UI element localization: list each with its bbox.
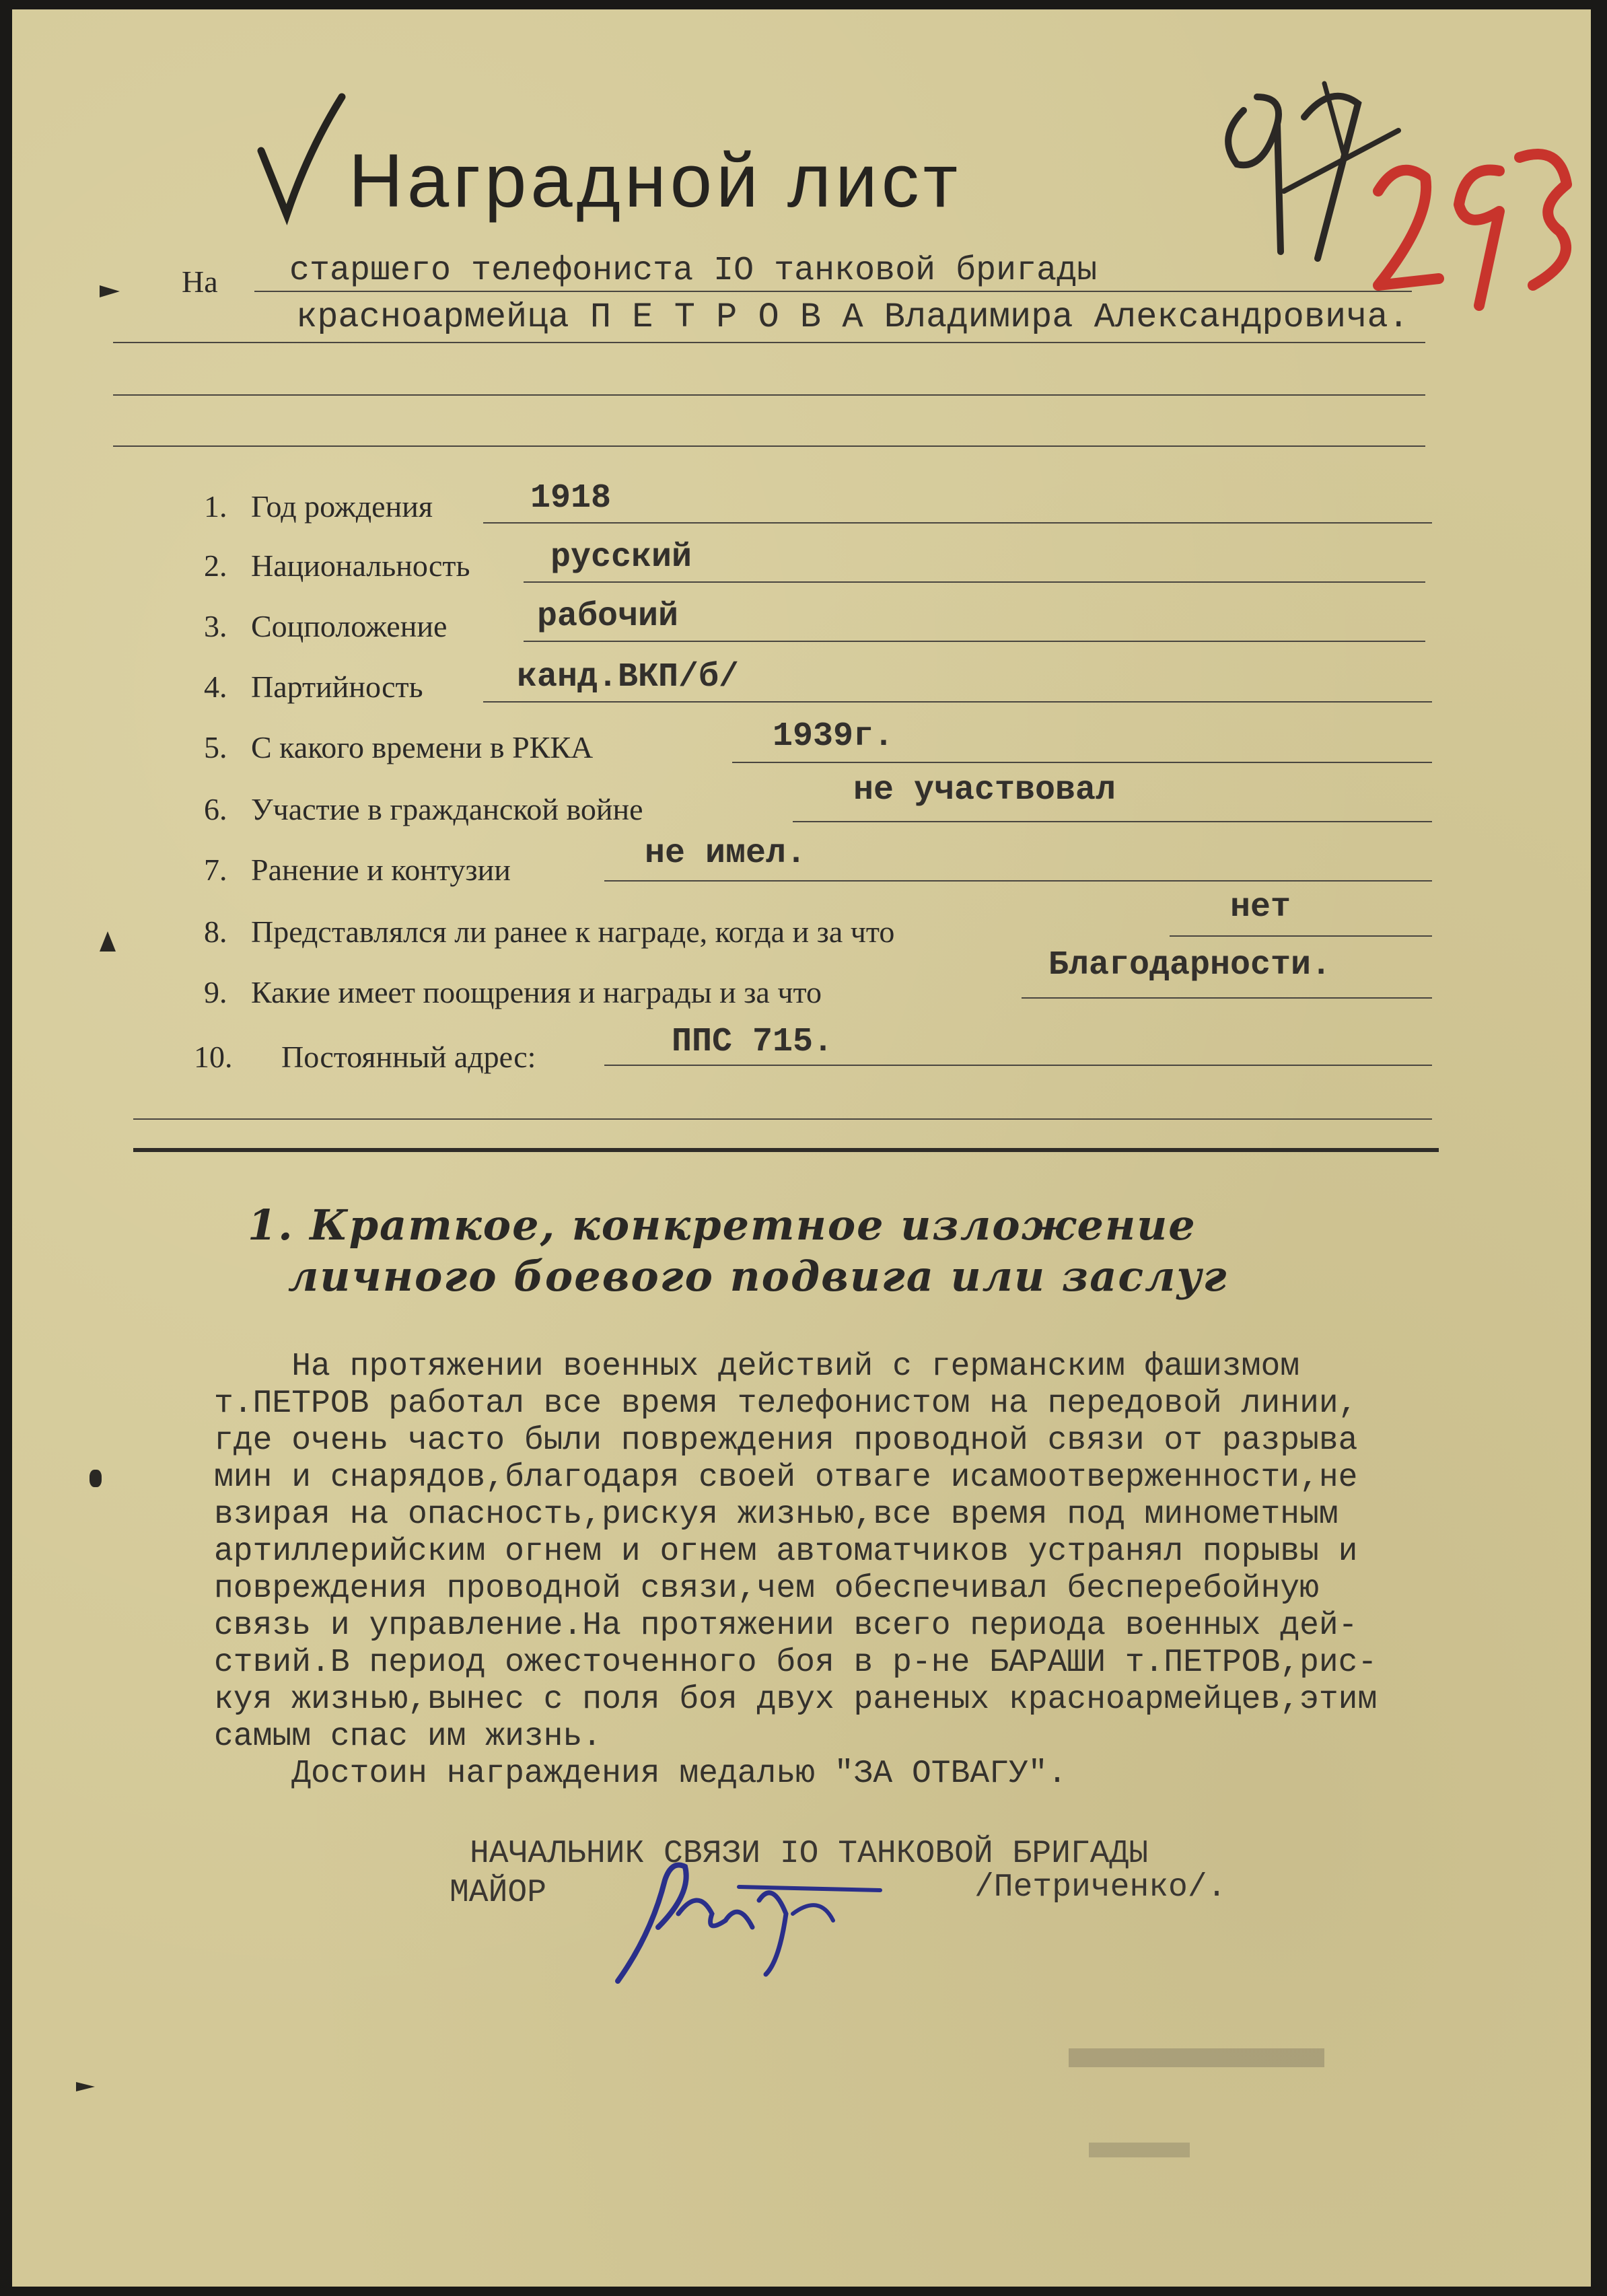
field-number: 1. [204, 489, 227, 524]
field-number: 7. [204, 853, 227, 887]
narrative-line: самым спас им жизнь. [214, 1719, 602, 1755]
underline [524, 641, 1425, 642]
addressee-line-1: старшего телефониста IO танковой бригады [289, 252, 1098, 290]
field-value: 1939г. [773, 717, 894, 756]
field-number: 9. [204, 975, 227, 1009]
field-value: нет [1230, 888, 1291, 927]
red-number-icon [1365, 131, 1587, 326]
field-number: 5. [204, 730, 227, 764]
field-label: Участие в гражданской войне [251, 792, 643, 826]
page-title: Наградной лист [349, 139, 962, 223]
narrative-line: связь и управление.На протяжении всего периода военных дей- [214, 1608, 1358, 1644]
underline [113, 394, 1425, 396]
field-value: 1918 [530, 479, 612, 517]
field-label: Партийность [251, 670, 423, 704]
field-value: канд.ВКП/б/ [517, 658, 740, 696]
section-heading-line-1: 1. Краткое, конкретное изложение [248, 1200, 1197, 1250]
field-number: 6. [204, 792, 227, 826]
narrative-line: взирая на опасность,рискуя жизнью,все время под минометным [214, 1497, 1338, 1533]
field-value: ППС 715. [672, 1023, 834, 1061]
underline [604, 1065, 1432, 1066]
narrative-line: артиллерийским огнем и огнем автоматчиков устранял порывы и [214, 1534, 1358, 1570]
narrative-line: повреждения проводной связи,чем обеспечивал бесперебойную [214, 1571, 1319, 1607]
narrative-line: ствий.В период ожесточенного боя в р-не БАРАШИ т.ПЕТРОВ,рис- [214, 1645, 1378, 1681]
field-number: 10. [194, 1040, 233, 1074]
narrative-text [214, 1349, 1506, 1793]
narrative-line: мин и снарядов,благодаря своей отваге исамоотверженности,не [214, 1460, 1358, 1496]
underline [1022, 997, 1432, 999]
underline [483, 522, 1432, 524]
underline [524, 581, 1425, 583]
margin-mark [100, 931, 116, 952]
addressee-prefix: На [182, 264, 218, 299]
field-value: Благодарности. [1048, 946, 1332, 984]
field-number: 4. [204, 670, 227, 704]
field-label: Постоянный адрес: [281, 1040, 536, 1074]
field-value: русский [550, 538, 692, 577]
field-label: С какого времени в РККА [251, 730, 594, 764]
underline [133, 1118, 1432, 1120]
underline [483, 701, 1432, 703]
signatory-rank: МАЙОР [450, 1875, 547, 1911]
field-label: Представлялся ли ранее к награде, когда и за что [251, 914, 895, 949]
field-label: Ранение и контузии [251, 853, 511, 887]
field-number: 8. [204, 914, 227, 949]
narrative-line: На протяжении военных действий с германским фашизмом [214, 1349, 1300, 1385]
narrative-line: т.ПЕТРОВ работал все время телефонистом на передовой линии, [214, 1386, 1358, 1422]
underline [113, 445, 1425, 447]
handwritten-signature-icon [604, 1840, 887, 2001]
faded-stamp-icon [1062, 2028, 1331, 2176]
section-divider [133, 1148, 1439, 1152]
margin-mark [76, 2082, 95, 2091]
award-sheet [12, 9, 1591, 2287]
field-label: Какие имеет поощрения и награды и за что [251, 975, 822, 1009]
signatory-name: /Петриченко/. [974, 1869, 1227, 1906]
narrative-line: Достоин награждения медалью "ЗА ОТВАГУ". [214, 1756, 1067, 1792]
field-label: Год рождения [251, 489, 433, 524]
field-number: 3. [204, 609, 227, 643]
margin-mark [100, 285, 120, 297]
section-heading-line-2: личного боевого подвига или заслуг [288, 1252, 1228, 1301]
underline [1170, 935, 1432, 937]
field-value: рабочий [537, 598, 679, 636]
addressee-line-2: красноармейца П Е Т Р О В А Владимира Александровича. [296, 297, 1409, 337]
underline [604, 880, 1432, 882]
field-label: Национальность [251, 548, 470, 583]
narrative-line: где очень часто были повреждения проводной связи от разрыва [214, 1423, 1358, 1459]
underline [793, 821, 1432, 822]
underline [113, 342, 1425, 343]
field-number: 2. [204, 548, 227, 583]
underline [254, 291, 1412, 292]
narrative-line: куя жизнью,вынес с поля боя двух раненых красноармейцев,этим [214, 1682, 1378, 1718]
check-mark-icon [254, 90, 349, 225]
signatory-position: НАЧАЛЬНИК СВЯЗИ IO ТАНКОВОЙ БРИГАДЫ [470, 1836, 1149, 1872]
field-label: Соцположение [251, 609, 448, 643]
field-value: не имел. [645, 834, 807, 873]
field-value: не участвовал [853, 771, 1116, 810]
margin-mark [90, 1470, 102, 1487]
underline [732, 762, 1432, 763]
